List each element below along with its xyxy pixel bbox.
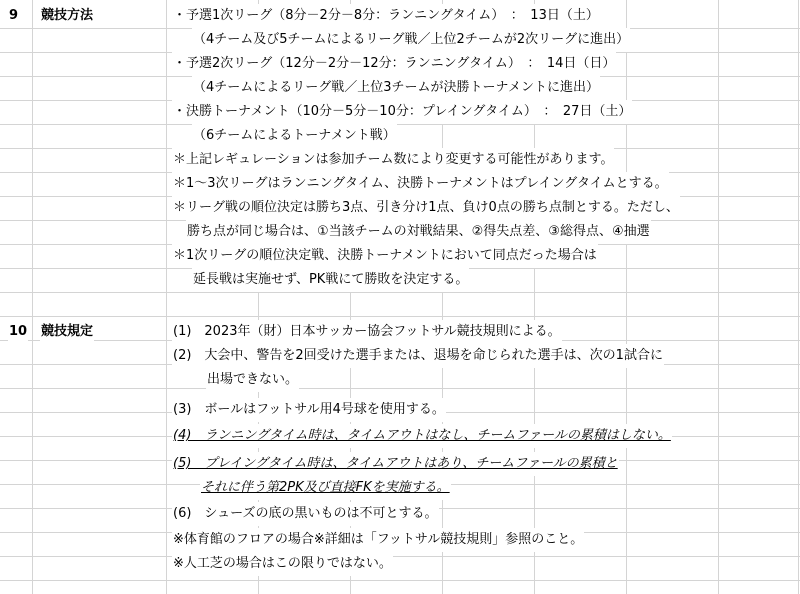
column-divider — [32, 0, 33, 594]
method-line[interactable]: ＊リーグ戦の順位決定は勝ち3点、引き分け1点、負け0点の勝ち点制とする。ただし、 — [172, 196, 680, 220]
section-title[interactable]: 競技規定 — [40, 320, 94, 344]
row-divider — [0, 556, 800, 557]
row-divider — [0, 316, 800, 317]
column-divider — [718, 0, 719, 594]
column-divider — [166, 0, 167, 594]
section-number[interactable]: 10 — [8, 320, 28, 344]
row-divider — [0, 388, 800, 389]
column-divider — [798, 0, 799, 594]
method-line[interactable]: ＊1～3次リーグはランニングタイム、決勝トーナメントはプレイングタイムとする。 — [172, 172, 669, 196]
rule-line-underlined[interactable]: (4) ランニングタイム時は、タイムアウトはなし、チームファールの累積はしない。 — [172, 424, 672, 448]
method-line[interactable]: 勝ち点が同じ場合は、①当該チームの対戦結果、②得失点差、③総得点、④抽選 — [186, 220, 651, 244]
rule-line-underlined[interactable]: (5) プレイングタイム時は、タイムアウトはあり、チームファールの累積と — [172, 452, 619, 476]
method-line[interactable]: ＊1次リーグの順位決定戦、決勝トーナメントにおいて同点だった場合は — [172, 244, 598, 268]
row-divider — [0, 580, 800, 581]
row-divider — [0, 124, 800, 125]
rule-line[interactable]: 出場できない。 — [206, 368, 299, 392]
method-line[interactable]: ・予選2次リーグ（12分－2分－12分：ランニングタイム） ： 14日（日） — [172, 52, 616, 76]
column-divider — [626, 0, 627, 594]
method-line[interactable]: 延長戦は実施せず、PK戦にて勝敗を決定する。 — [192, 268, 469, 292]
method-line[interactable]: （4チーム及び5チームによるリーグ戦／上位2チームが2次リーグに進出） — [192, 28, 630, 52]
rule-line[interactable]: (6) シューズの底の黒いものは不可とする。 — [172, 502, 439, 526]
row-divider — [0, 292, 800, 293]
method-line[interactable]: （4チームによるリーグ戦／上位3チームが決勝トーナメントに進出） — [192, 76, 600, 100]
rule-line-underlined[interactable]: それに伴う第2PK及び直接FKを実施する。 — [200, 476, 451, 500]
method-line[interactable]: ＊上記レギュレーションは参加チーム数により変更する可能性があります。 — [172, 148, 614, 172]
section-number[interactable]: 9 — [8, 4, 19, 28]
section-title[interactable]: 競技方法 — [40, 4, 94, 28]
method-line[interactable]: ・予選1次リーグ（8分－2分－8分：ランニングタイム） ： 13日（土） — [172, 4, 600, 28]
rule-line[interactable]: (2) 大会中、警告を2回受けた選手または、退場を命じられた選手は、次の1試合に — [172, 344, 664, 368]
rule-line[interactable]: ※体育館のフロアの場合※詳細は「フットサル競技規則」参照のこと。 — [172, 528, 584, 552]
rule-line[interactable]: (3) ボールはフットサル用4号球を使用する。 — [172, 398, 446, 422]
rule-line[interactable]: ※人工芝の場合はこの限りではない。 — [172, 552, 393, 576]
method-line[interactable]: （6チームによるトーナメント戦） — [192, 124, 397, 148]
rule-line[interactable]: (1) 2023年（財）日本サッカー協会フットサル競技規則による。 — [172, 320, 562, 344]
method-line[interactable]: ・決勝トーナメント（10分－5分－10分：プレイングタイム） ： 27日（土） — [172, 100, 632, 124]
